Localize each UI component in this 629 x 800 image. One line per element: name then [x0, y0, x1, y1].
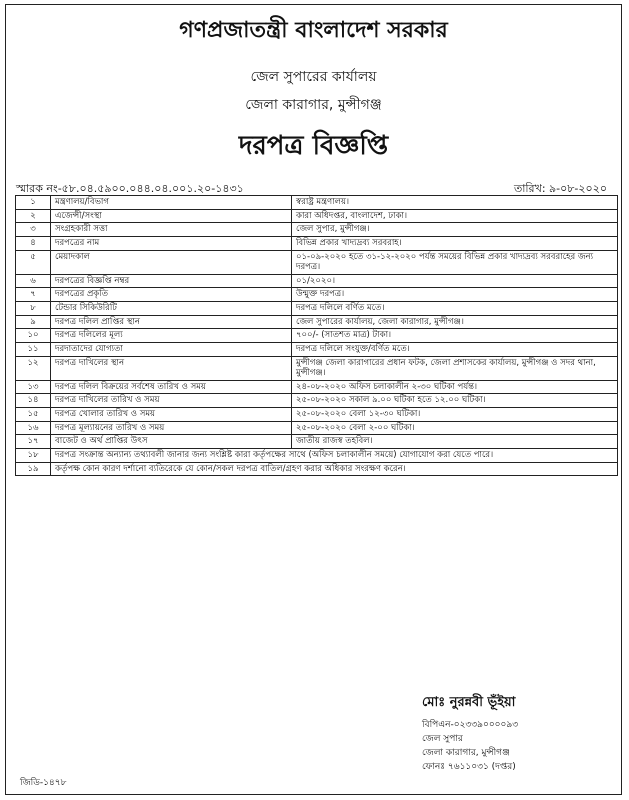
- row-label: মেয়াদকাল: [51, 250, 292, 274]
- table-row: [16, 421, 618, 435]
- table-row: [16, 380, 618, 394]
- row-text: কর্তৃপক্ষ কোন কারণ দর্শানো ব্যতিরেকে যে কোন/সকল দরপত্র বাতিল/গ্রহণ করার অধিকার সংরক্ষণ করেন।: [51, 462, 618, 476]
- row-value: ২৫-০৮-২০২০ বেলা ১২-৩০ ঘটিকা।: [292, 408, 618, 422]
- row-serial: ১৮: [16, 448, 51, 462]
- table-row: [16, 315, 618, 329]
- row-serial: ২: [16, 209, 51, 223]
- row-text: দরপত্র সংক্রান্ত অন্যান্য তথ্যাবলী জানার জন্য সংশ্লিষ্ট কারা কর্তৃপক্ষের সাথে (অফিস চলাকালীন সময়ে) যোগাযোগ করা যেতে পারে।: [51, 448, 618, 462]
- row-serial: ১: [16, 196, 51, 210]
- table-row: [16, 462, 618, 476]
- row-serial: ৪: [16, 236, 51, 250]
- table-row: [16, 408, 618, 422]
- row-serial: ৬: [16, 274, 51, 288]
- row-label: দরদাতাদের যোগ্যতা: [51, 342, 292, 356]
- row-label: দরপত্রের বিজ্ঞপ্তি নম্বর: [51, 274, 292, 288]
- memo-number: স্মারক নং-৫৮.০৪.৫৯০০.০৪৪.০৪.০০১.২০-১৪৩১: [16, 182, 244, 195]
- row-serial: ৭: [16, 288, 51, 302]
- row-label: টেন্ডার সিকিউরিটি: [51, 302, 292, 316]
- table-row: [16, 196, 618, 210]
- row-value: বিভিন্ন প্রকার খাদ্যদ্রব্য সরবরাহ।: [292, 236, 618, 250]
- row-serial: ১২: [16, 356, 51, 380]
- row-serial: ১৪: [16, 394, 51, 408]
- row-value: ২৫-০৮-২০২০ সকাল ৯.০০ ঘটিকা হতে ১২.০০ ঘটিকা।: [292, 394, 618, 408]
- table-row: [16, 394, 618, 408]
- row-label: দরপত্র দাখিলের তারিখ ও সময়: [51, 394, 292, 408]
- row-serial: ৫: [16, 250, 51, 274]
- row-value: দরপত্র দলিলে বর্ণিত মতে।: [292, 302, 618, 316]
- row-serial: ১১: [16, 342, 51, 356]
- row-serial: ১৩: [16, 380, 51, 394]
- table-row: [16, 435, 618, 449]
- row-serial: ৮: [16, 302, 51, 316]
- prison-heading: জেলা কারাগার, মুন্সীগঞ্জ: [245, 97, 382, 113]
- table-row: [16, 209, 618, 223]
- table-row: [16, 288, 618, 302]
- table-row: [16, 274, 618, 288]
- signatory-name: মোঃ নুরন্নবী ভূঁইয়া: [422, 695, 516, 710]
- table-row: [16, 342, 618, 356]
- row-label: দরপত্রের নাম: [51, 236, 292, 250]
- row-value: কারা অধিদপ্তর, বাংলাদেশ, ঢাকা।: [292, 209, 618, 223]
- row-value: ২৫-০৮-২০২০ বেলা ২-০০ ঘটিকা।: [292, 421, 618, 435]
- row-value: উন্মুক্ত দরপত্র।: [292, 288, 618, 302]
- government-heading: গণপ্রজাতন্ত্রী বাংলাদেশ সরকার: [179, 18, 448, 43]
- row-value: দরপত্র দলিলে সংযুক্ত/বর্ণিত মতে।: [292, 342, 618, 356]
- row-label: দরপত্র দলিল বিক্রয়ের সর্বশেষ তারিখ ও সময়: [51, 380, 292, 394]
- row-label: বাজেট ও অর্থ প্রাপ্তির উৎস: [51, 435, 292, 449]
- table-row: [16, 448, 618, 462]
- row-label: দরপত্র দলিল প্রাপ্তির স্থান: [51, 315, 292, 329]
- row-label: দরপত্র দলিলের মূল্য: [51, 329, 292, 343]
- row-value: জেল সুপার, মুন্সীগঞ্জ।: [292, 223, 618, 237]
- row-value: ০১-০৯-২০২০ হতে ৩১-১২-২০২০ পর্যন্ত সময়ের বিভিন্ন প্রকার খাদ্যদ্রব্য সরবরাহের জন্য দরপত্র।: [292, 250, 618, 274]
- row-label: মন্ত্রণালয়/বিভাগ: [51, 196, 292, 210]
- signatory-office: জেলা কারাগার, মুন্সীগঞ্জ: [422, 748, 510, 758]
- table-row: [16, 302, 618, 316]
- table-row: [16, 250, 618, 274]
- row-serial: ১৫: [16, 408, 51, 422]
- signatory-designation: জেল সুপার: [422, 734, 463, 744]
- row-value: জাতীয় রাজস্ব তহবিল।: [292, 435, 618, 449]
- row-serial: ৯: [16, 315, 51, 329]
- row-serial: ১০: [16, 329, 51, 343]
- row-serial: ১৯: [16, 462, 51, 476]
- table-row: [16, 236, 618, 250]
- row-value: ০১/২০২০।: [292, 274, 618, 288]
- notice-date: তারিখ: ৯-০৮-২০২০: [513, 182, 607, 195]
- table-row: [16, 356, 618, 380]
- document-page: [5, 4, 622, 795]
- row-label: দরপত্র দাখিলের স্থান: [51, 356, 292, 380]
- row-value: স্বরাষ্ট্র মন্ত্রণালয়।: [292, 196, 618, 210]
- tender-info-table: [15, 195, 618, 476]
- signatory-phone: ফোনঃ ৭৬১১০৩১ (দপ্তর): [422, 762, 516, 772]
- signatory-id: বিপিএন-০২৩৩৯০০০০৯৩: [422, 720, 519, 730]
- row-label: দরপত্র মূল্যায়নের তারিখ ও সময়: [51, 421, 292, 435]
- row-label: সংগ্রহকারী সত্তা: [51, 223, 292, 237]
- row-value: ২৪-০৮-২০২০ অফিস চলাকালীন ২-৩০ ঘটিকা পর্যন্ত।: [292, 380, 618, 394]
- table-row: [16, 223, 618, 237]
- row-value: মুন্সীগঞ্জ জেলা কারাগারের প্রধান ফটক, জেলা প্রশাসকের কার্যালয়, মুন্সীগঞ্জ ও সদর থানা, মুন্সীগঞ্জ।: [292, 356, 618, 380]
- row-serial: ১৭: [16, 435, 51, 449]
- notice-title: দরপত্র বিজ্ঞপ্তি: [238, 131, 389, 161]
- row-value: জেল সুপারের কার্যালয়, জেলা কারাগার, মুন্সীগঞ্জ।: [292, 315, 618, 329]
- gd-code: জিডি-১৪৭৮: [20, 778, 67, 788]
- table-row: [16, 329, 618, 343]
- row-label: দরপত্রের প্রকৃতি: [51, 288, 292, 302]
- row-serial: ১৬: [16, 421, 51, 435]
- office-heading: জেল সুপারের কার্যালয়: [250, 69, 377, 85]
- row-label: দরপত্র খোলার তারিখ ও সময়: [51, 408, 292, 422]
- row-value: ৭০০/- (সাতশত মাত্র) টাকা।: [292, 329, 618, 343]
- row-label: এজেন্সী/সংস্থা: [51, 209, 292, 223]
- row-serial: ৩: [16, 223, 51, 237]
